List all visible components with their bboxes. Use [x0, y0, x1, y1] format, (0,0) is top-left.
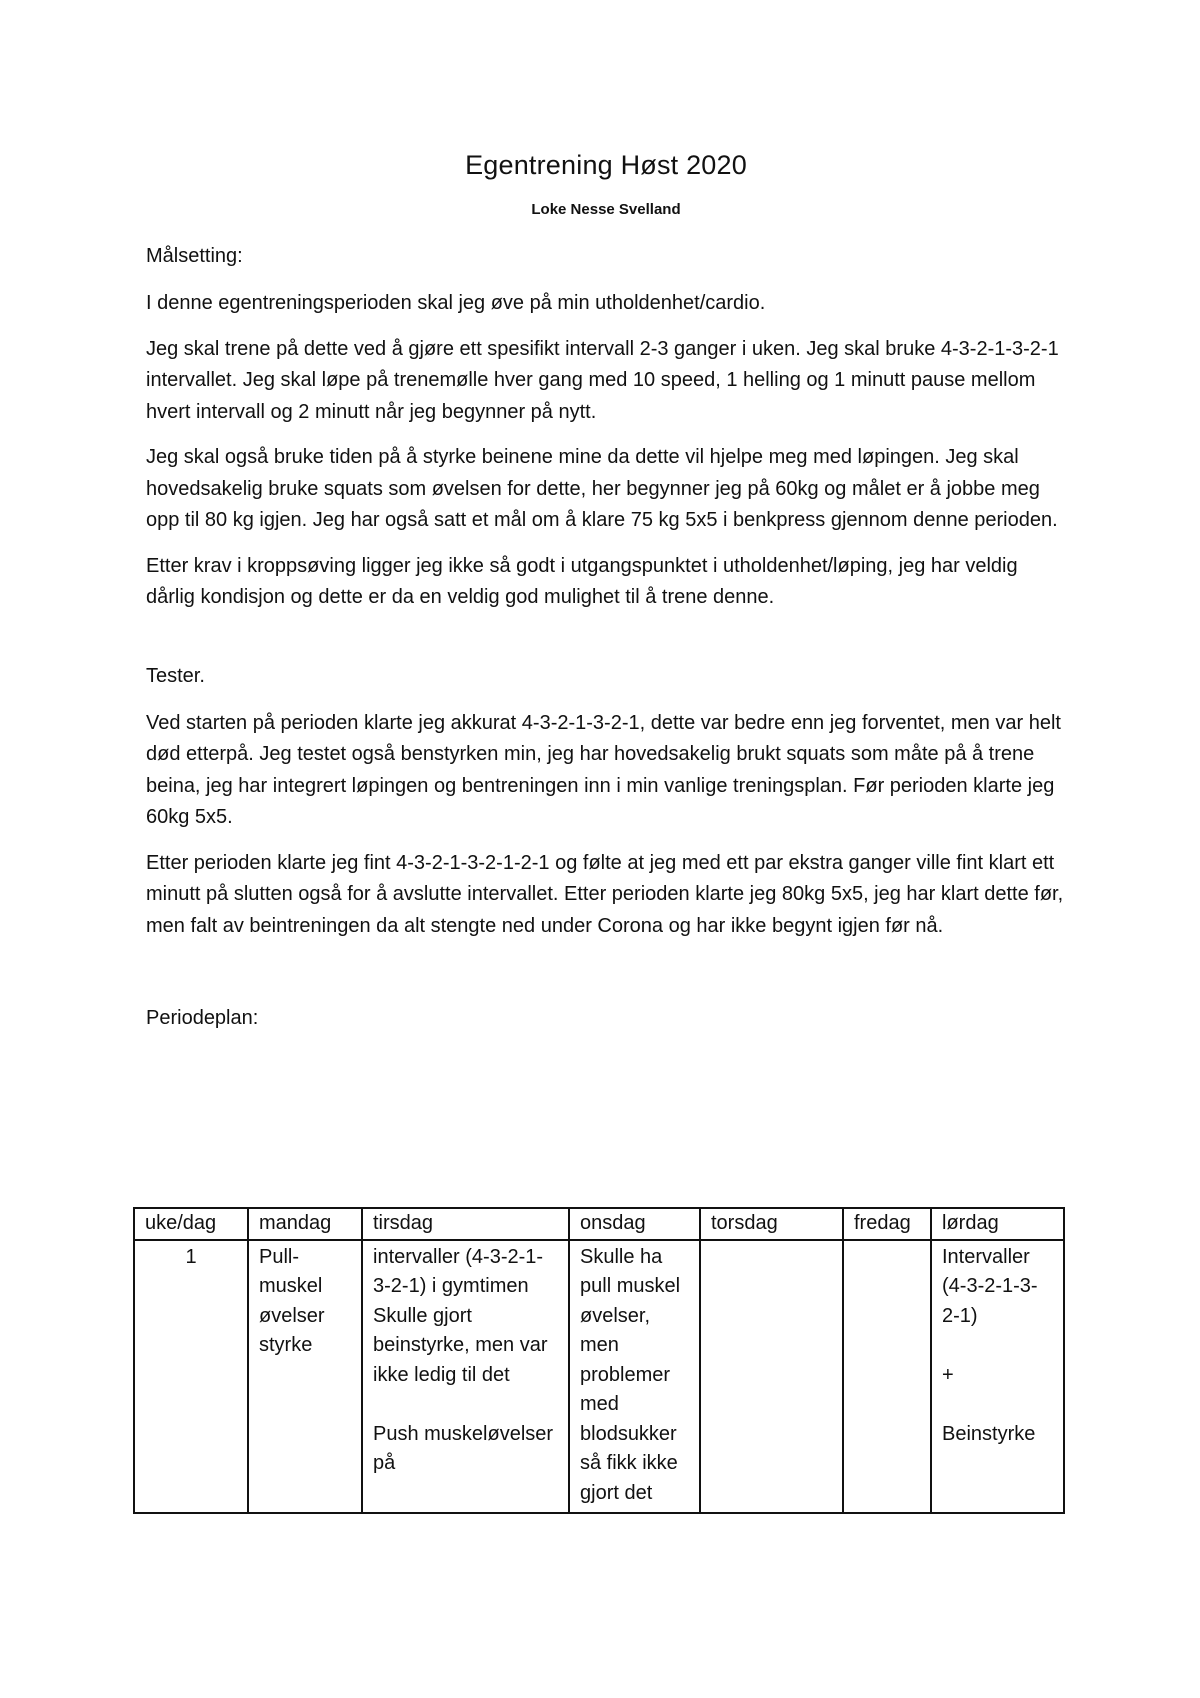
cell-tirsdag-line-2: Skulle gjort beinstyrke, men var ikke ledig til det: [373, 1304, 548, 1386]
table-header-row: [134, 1208, 1064, 1240]
cell-tirsdag: [362, 1240, 569, 1514]
header-lordag: lørdag: [931, 1208, 1064, 1240]
cell-week: 1: [134, 1240, 248, 1514]
cell-lordag-line-4: [942, 1390, 1053, 1420]
cell-lordag-line-1: Intervaller (4-3-2-1-3-2-1): [942, 1245, 1038, 1327]
cell-fredag: [843, 1240, 931, 1514]
cell-tirsdag-line-3: [373, 1390, 558, 1420]
tests-paragraph-1: Ved starten på perioden klarte jeg akkurat 4-3-2-1-3-2-1, dette var bedre enn jeg forventet, men var helt død etterpå. Jeg testet også benstyrken min, jeg har hovedsakelig brukt squats som måte på å trene beina, jeg har integrert løpingen og bentreningen inn i min vanlige treningsplan. Før perioden klarte jeg 60kg 5x5.: [146, 711, 1061, 828]
cell-torsdag: [700, 1240, 843, 1514]
cell-tirsdag-line-4: Push muskeløvelser på: [373, 1422, 554, 1474]
goal-paragraph-2: Jeg skal trene på dette ved å gjøre ett spesifikt intervall 2-3 ganger i uken. Jeg skal bruke 4-3-2-1-3-2-1 intervallet. Jeg skal løpe på trenemølle hver gang med 10 speed, 1 helling og 1 minutt pause mellom hvert intervall og 2 minutt når jeg begynner på nytt.: [146, 337, 1059, 423]
period-plan-table: [133, 1207, 1065, 1514]
cell-tirsdag-line-1: intervaller (4-3-2-1-3-2-1) i gymtimen: [373, 1245, 544, 1297]
goal-paragraph-1: I denne egentreningsperioden skal jeg øve på min utholdenhet/cardio.: [146, 292, 766, 314]
table-row: [134, 1240, 1064, 1514]
cell-lordag-line-3: +: [942, 1363, 954, 1386]
cell-lordag-line-5: Beinstyrke: [942, 1422, 1036, 1445]
goal-paragraph-4: Etter krav i kroppsøving ligger jeg ikke så godt i utgangspunktet i utholdenhet/løping, jeg har veldig dårlig kondisjon og dette er da en veldig god mulighet til å trene denne.: [146, 554, 1018, 608]
cell-lordag-line-2: [942, 1331, 1053, 1361]
tests-paragraph-2: Etter perioden klarte jeg fint 4-3-2-1-3-2-1-2-1 og følte at jeg med ett par ekstra ganger ville fint klart ett minutt på slutten også for å avslutte intervallet. Etter perioden klarte jeg 80kg 5x5, jeg har klart dette før, men falt av beintreningen da alt stengte ned under Corona og har ikke begynt igjen før nå.: [146, 851, 1064, 937]
header-torsdag: torsdag: [700, 1208, 843, 1240]
cell-onsdag: Skulle ha pull muskel øvelser, men problemer med blodsukker så fikk ikke gjort det: [569, 1240, 700, 1514]
header-uke-dag: uke/dag: [134, 1208, 248, 1240]
header-tirsdag: tirsdag: [362, 1208, 569, 1240]
goal-heading: Målsetting:: [146, 245, 243, 267]
header-mandag: mandag: [248, 1208, 362, 1240]
tests-heading: Tester.: [146, 664, 205, 687]
cell-mandag: Pull-muskel øvelser styrke: [248, 1240, 362, 1514]
header-onsdag: onsdag: [569, 1208, 700, 1240]
cell-lordag: [931, 1240, 1064, 1514]
document-title: Egentrening Høst 2020: [465, 150, 747, 180]
goal-paragraph-3: Jeg skal også bruke tiden på å styrke beinene mine da dette vil hjelpe meg med løpingen. Jeg skal hovedsakelig bruke squats som øvelsen for dette, her begynner jeg på 60kg og målet er å jobbe meg opp til 80 kg igjen. Jeg har også satt et mål om å klare 75 kg 5x5 i benkpress gjennom denne perioden.: [146, 446, 1058, 531]
document-page: [146, 150, 1066, 1050]
header-fredag: fredag: [843, 1208, 931, 1240]
document-author: Loke Nesse Svelland: [531, 201, 681, 218]
plan-heading: Periodeplan:: [146, 1007, 259, 1029]
